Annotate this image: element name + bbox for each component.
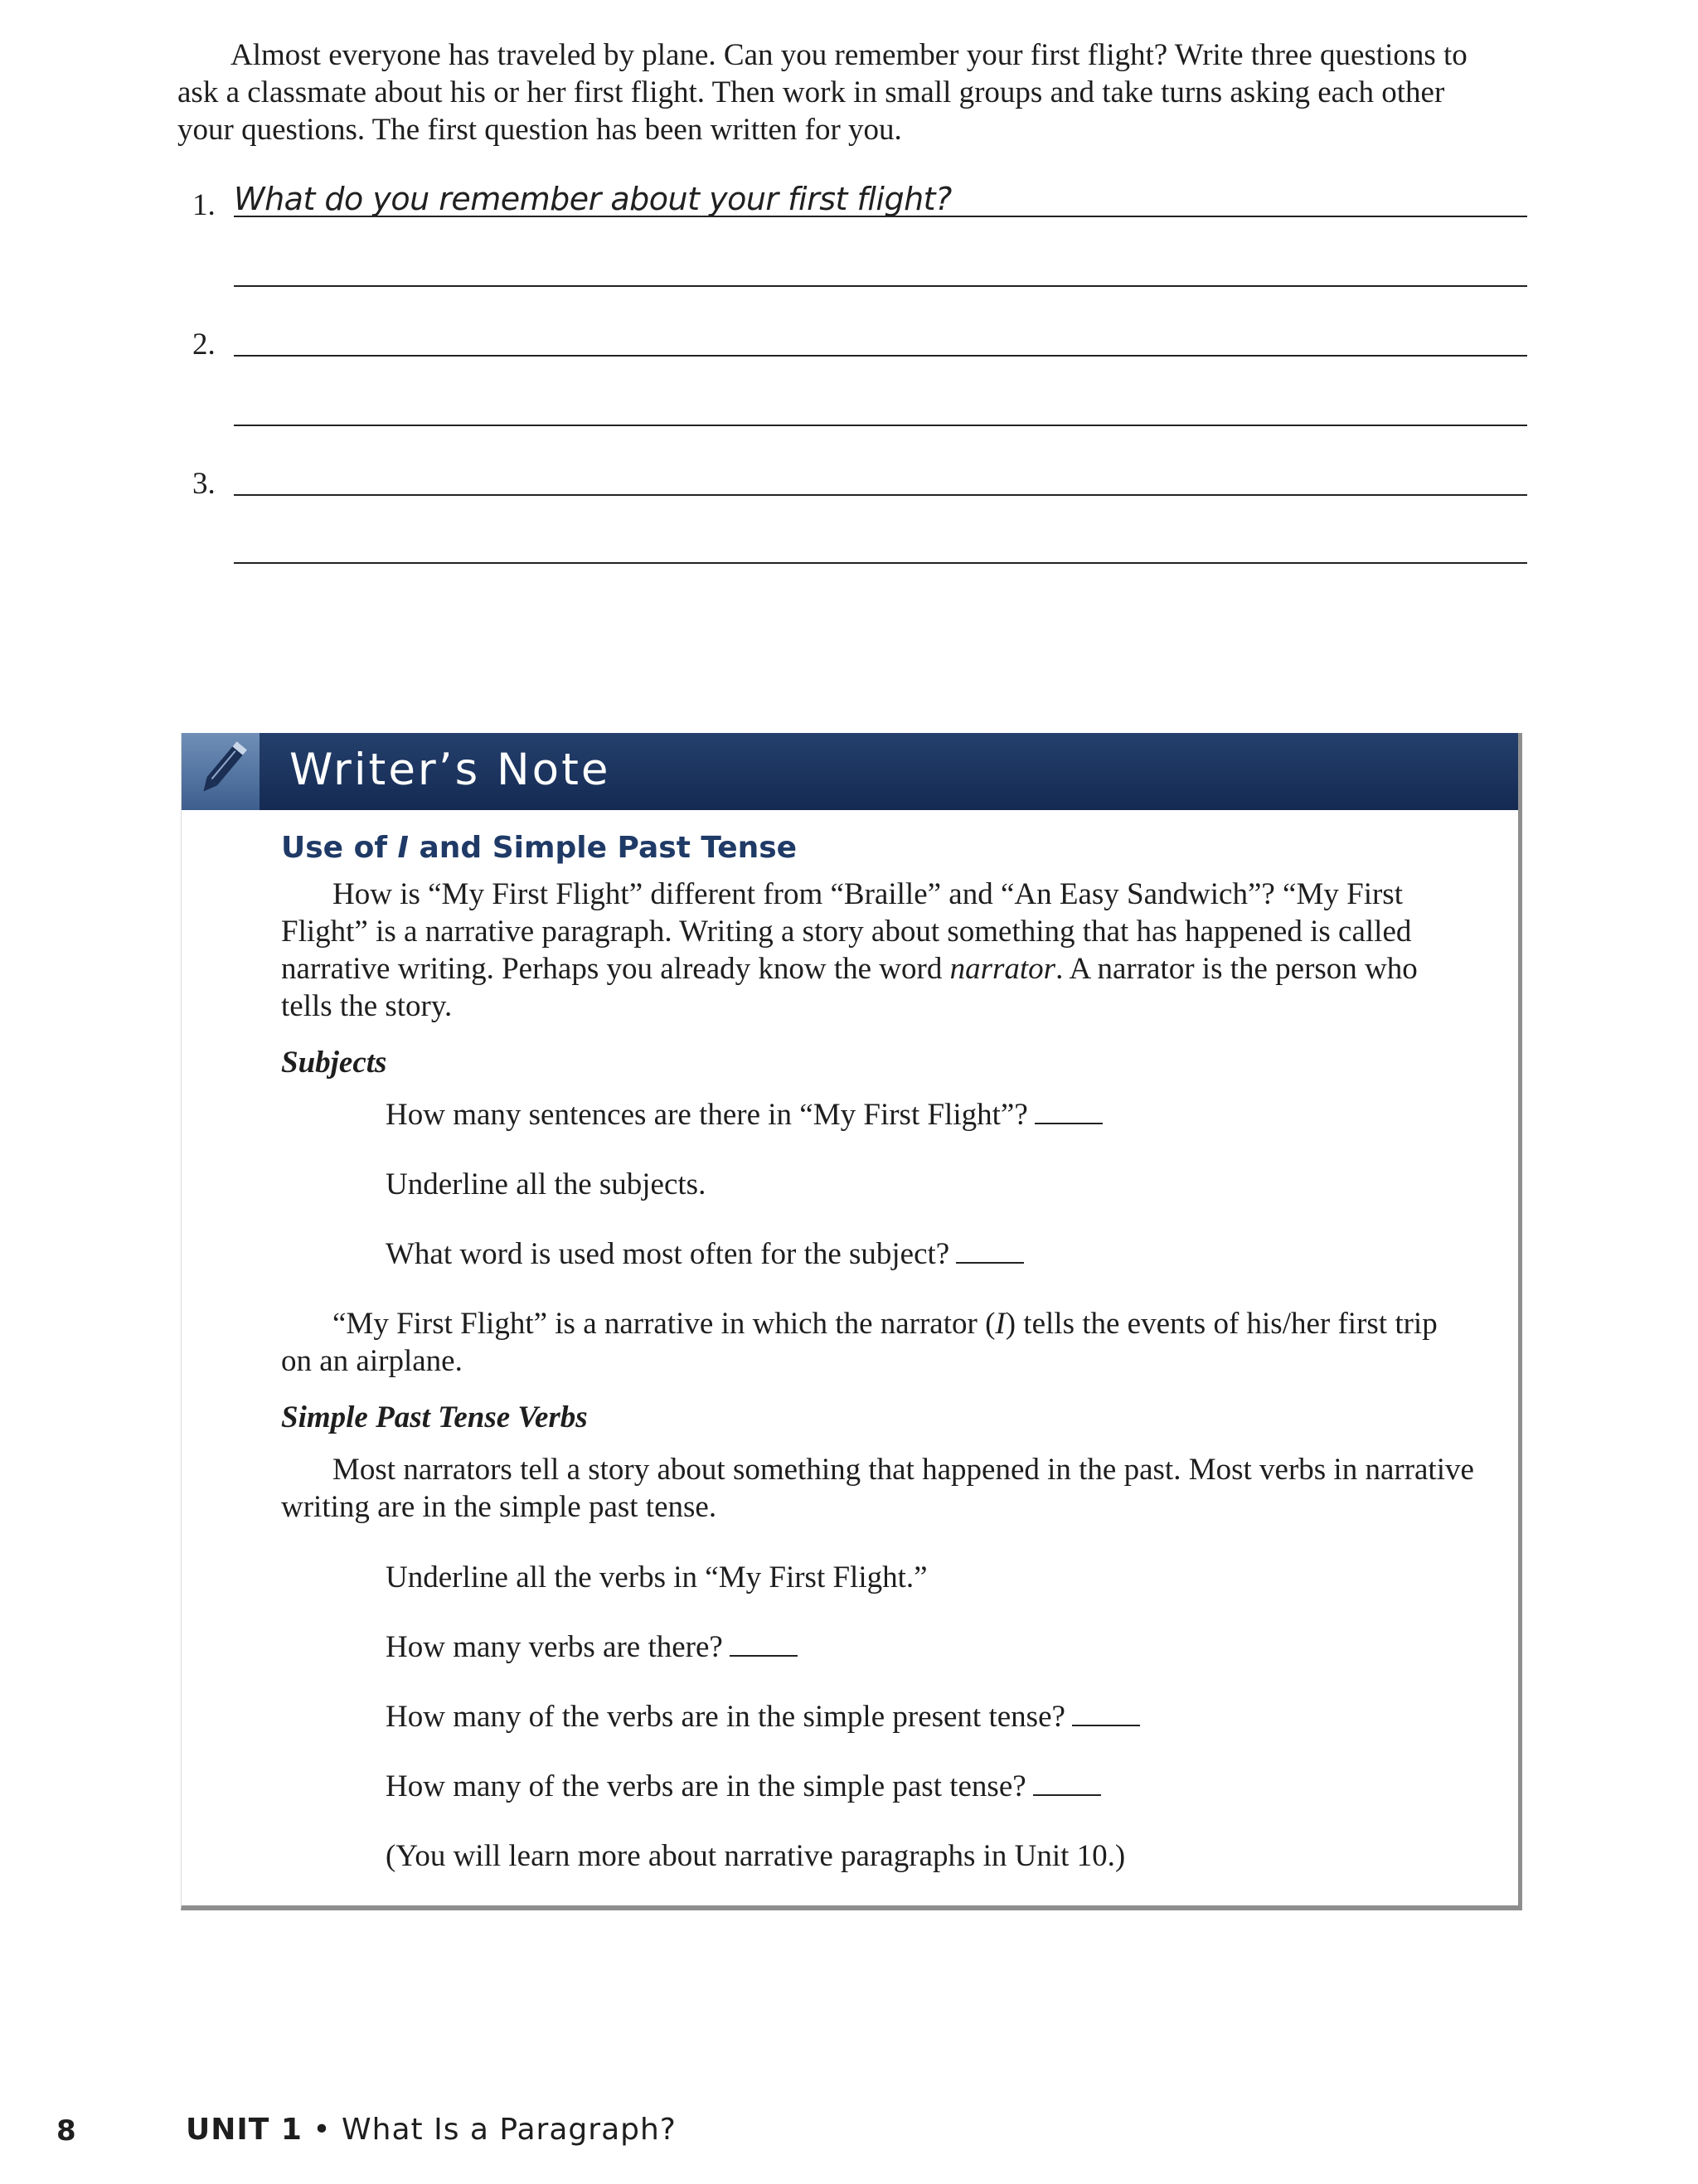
question-number-2: 2. [192,328,216,362]
answer-line-1a[interactable] [234,216,1527,217]
question-number-1: 1. [192,188,216,222]
verbs-question-4: How many of the verbs are in the simple past tense? [386,1768,1101,1805]
answer-blank[interactable] [1072,1725,1140,1726]
answer-blank[interactable] [956,1262,1024,1264]
narrative-intro-paragraph: How is “My First Flight” different from “Braille” and “An Easy Sandwich”? “My First Flight” is a narrative paragraph. Writing a story about something that has happened is called narrative writing. Perhaps you already know the word narrator. A narrator is the person who tells the story. [281,877,1418,1023]
verbs-question-3: How many of the verbs are in the simple present tense? [386,1698,1140,1735]
answer-blank[interactable] [1033,1794,1101,1796]
past-tense-paragraph: Most narrators tell a story about something that happened in the past. Most verbs in narrative writing are in the simple past tense. [281,1453,1474,1524]
answer-line-3a[interactable] [234,494,1527,496]
pencil-icon [182,733,260,810]
running-footer: UNIT 1 • What Is a Paragraph? [186,2113,677,2147]
narrator-paragraph: “My First Flight” is a narrative in which the narrator (I) tells the events of his/her first trip on an airplane. [281,1307,1438,1378]
answer-line-2b[interactable] [234,425,1527,426]
answer-line-1b[interactable] [234,285,1527,287]
answer-blank[interactable] [730,1655,798,1657]
answer-blank[interactable] [1035,1123,1103,1124]
question-number-3: 3. [192,467,216,501]
subjects-question-3: What word is used most often for the subject? [386,1235,1024,1273]
writers-note-header [182,733,1518,810]
verbs-question-1: Underline all the verbs in “My First Flight.” [386,1560,928,1594]
page-number: 8 [56,2114,76,2148]
question-1-answer: What do you remember about your first flight? [234,181,952,217]
verbs-question-2: How many verbs are there? [386,1628,798,1666]
subjects-label: Subjects [281,1046,387,1080]
subjects-question-1: How many sentences are there in “My First Flight”? [386,1096,1103,1133]
writers-note-title: Writer’s Note [289,745,611,795]
subjects-question-2: Underline all the subjects. [386,1167,706,1201]
note-subhead: Use of I and Simple Past Tense [281,831,798,865]
answer-line-2a[interactable] [234,355,1527,357]
past-tense-label: Simple Past Tense Verbs [281,1400,588,1434]
answer-line-3b[interactable] [234,562,1527,564]
intro-paragraph: Almost everyone has traveled by plane. Can you remember your first flight? Write three questions to ask a classmate about his or her first flight. Then work in small groups and take turns asking each other your questions. The first question has been written for you. [177,38,1468,147]
writers-note-box [181,733,1522,1910]
unit-reference-note: (You will learn more about narrative paragraphs in Unit 10.) [386,1839,1126,1873]
